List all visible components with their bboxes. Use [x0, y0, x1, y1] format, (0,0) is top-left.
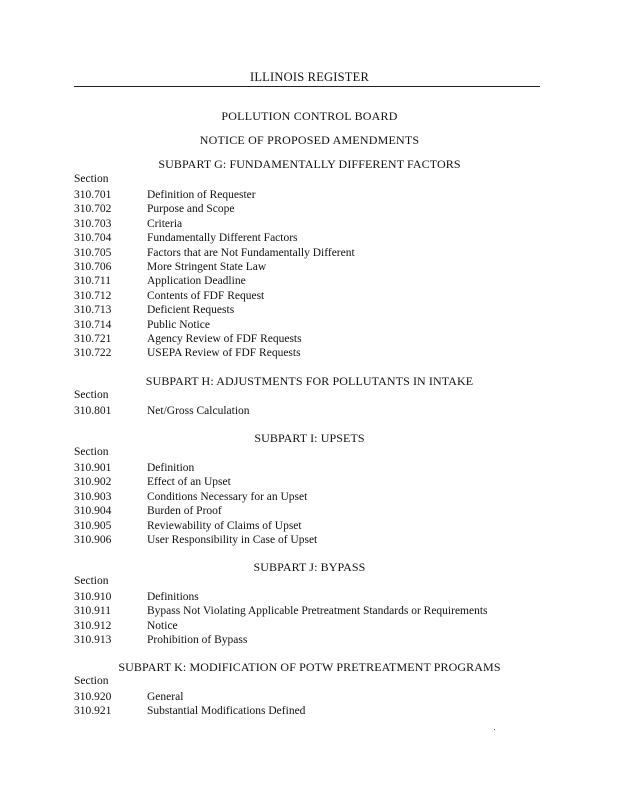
- section-number: 310.711: [74, 275, 111, 288]
- section-entry: [74, 533, 574, 547]
- section-title: Fundamentally Different Factors: [147, 232, 298, 245]
- section-number: 310.702: [74, 203, 112, 216]
- section-title: Purpose and Scope: [147, 203, 235, 216]
- section-title: Application Deadline: [147, 275, 246, 288]
- section-number: 310.704: [74, 232, 112, 245]
- section-title: Reviewability of Claims of Upset: [147, 519, 302, 532]
- section-title: Contents of FDF Request: [147, 289, 265, 302]
- section-label: Section: [74, 575, 109, 587]
- section-entry: [74, 519, 574, 533]
- section-number: 310.721: [74, 333, 112, 345]
- section-entry: [74, 475, 574, 489]
- section-title: Public Notice: [147, 318, 210, 331]
- section-title: Criteria: [147, 217, 183, 230]
- section-title: User Responsibility in Case of Upset: [147, 534, 318, 546]
- section-entry: [74, 633, 574, 647]
- section-entry: [74, 202, 574, 216]
- section-label: Section: [74, 389, 109, 401]
- section-title: Prohibition of Bypass: [147, 634, 248, 647]
- section-entry: [74, 404, 574, 418]
- subpart-j-heading: SUBPART J: BYPASS: [253, 560, 366, 574]
- section-entry: [74, 318, 574, 332]
- section-title: Bypass Not Violating Applicable Pretreatment Standards or Requirements: [147, 605, 488, 618]
- section-number: 310.703: [74, 217, 112, 230]
- notice-title: NOTICE OF PROPOSED AMENDMENTS: [199, 133, 420, 147]
- subpart-k-heading: SUBPART K: MODIFICATION OF POTW PRETREATMENT PROGRAMS: [118, 660, 501, 674]
- section-number: 310.912: [74, 619, 112, 632]
- section-title: Conditions Necessary for an Upset: [147, 490, 308, 503]
- section-title: Burden of Proof: [147, 505, 222, 518]
- section-title: General: [147, 691, 184, 703]
- section-number: 310.713: [74, 304, 112, 317]
- header-rule: [74, 86, 540, 87]
- section-title: Definitions: [147, 591, 199, 603]
- section-title: Factors that are Not Fundamentally Different: [147, 246, 355, 259]
- section-number: 310.801: [74, 405, 112, 417]
- section-entry: [74, 461, 574, 475]
- section-entry: [74, 490, 574, 504]
- section-entry: [74, 704, 574, 718]
- section-title: Agency Review of FDF Requests: [147, 333, 302, 345]
- section-number: 310.705: [74, 246, 112, 259]
- section-entry: [74, 217, 574, 231]
- section-entry: [74, 332, 574, 346]
- section-number: 310.921: [74, 705, 112, 718]
- section-entry: [74, 590, 574, 604]
- section-title: Substantial Modifications Defined: [147, 705, 306, 718]
- section-title: Net/Gross Calculation: [147, 405, 250, 417]
- section-entry: [74, 274, 574, 288]
- section-entry: [74, 303, 574, 317]
- page-speck: [494, 729, 495, 730]
- section-number: 310.911: [74, 605, 111, 618]
- section-title: Definition: [147, 462, 195, 474]
- section-entry: [74, 504, 574, 518]
- section-number: 310.706: [74, 261, 112, 273]
- section-number: 310.910: [74, 591, 112, 603]
- section-number: 310.722: [74, 347, 112, 360]
- section-label: Section: [74, 446, 109, 458]
- section-label: Section: [74, 173, 109, 185]
- section-title: USEPA Review of FDF Requests: [147, 347, 301, 360]
- register-header: ILLINOIS REGISTER: [249, 70, 369, 84]
- section-number: 310.902: [74, 476, 112, 489]
- section-title: Notice: [147, 619, 178, 632]
- subpart-g-heading: SUBPART G: FUNDAMENTALLY DIFFERENT FACTORS: [158, 157, 461, 171]
- section-number: 310.920: [74, 691, 112, 703]
- section-number: 310.712: [74, 289, 112, 302]
- section-number: 310.714: [74, 318, 112, 331]
- section-title: More Stringent State Law: [147, 261, 267, 273]
- subpart-h-heading: SUBPART H: ADJUSTMENTS FOR POLLUTANTS IN INTAKE: [145, 374, 474, 388]
- section-entry: [74, 246, 574, 260]
- section-number: 310.913: [74, 634, 112, 647]
- section-number: 310.905: [74, 519, 112, 532]
- section-entry: [74, 619, 574, 633]
- section-number: 310.701: [74, 189, 112, 201]
- section-title: Effect of an Upset: [147, 476, 231, 489]
- section-number: 310.906: [74, 534, 112, 546]
- section-number: 310.903: [74, 490, 112, 503]
- section-title: Deficient Requests: [147, 304, 235, 317]
- section-entry: [74, 260, 574, 274]
- section-title: Definition of Requester: [147, 189, 256, 201]
- board-title: POLLUTION CONTROL BOARD: [221, 109, 398, 123]
- subpart-i-heading: SUBPART I: UPSETS: [254, 431, 365, 445]
- section-label: Section: [74, 675, 109, 687]
- section-number: 310.901: [74, 462, 112, 474]
- section-number: 310.904: [74, 505, 112, 518]
- section-entry: [74, 188, 574, 202]
- section-entry: [74, 231, 574, 245]
- section-entry: [74, 346, 574, 360]
- section-entry: [74, 289, 574, 303]
- section-entry: [74, 604, 574, 618]
- section-entry: [74, 690, 574, 704]
